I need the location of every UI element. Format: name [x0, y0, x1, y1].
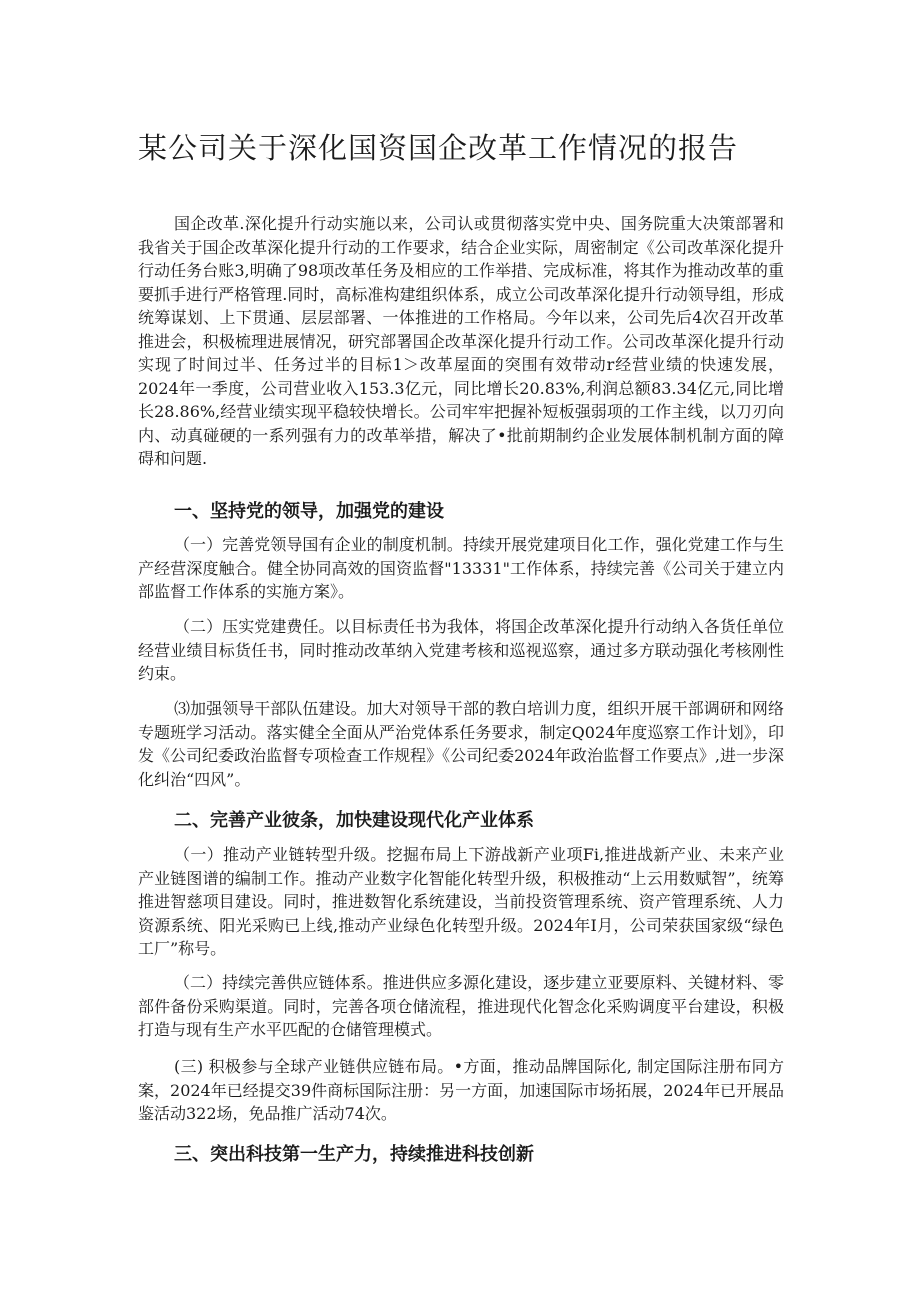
section-heading-1: 一、坚持党的领导，加强党的建设 — [174, 501, 444, 522]
section1-paragraph-2: （二）压实党建费任。以目标责任书为我体，将国企改革深化提升行动纳入各货任单位经营业绩目标货任书，同时推动改革纳入党建考核和巡视巡察，通过多方联动强化考核刚性约束。 — [138, 617, 784, 683]
section1-paragraph-3: ⑶加强领导干部队伍建设。加大对领导干部的教白培训力度，组织开展干部调研和网络专题班学习活动。落实健全全面从严治党体系任务要求，制定Q024年度巡察工作计划》，印发《公司纪委政治监督专项检查工作规程》《公司纪委2024年政治监督工作要点》,进一步深化纠治“四风”。 — [138, 699, 784, 789]
section2-paragraph-2: （二）持续完善供应链体系。推进供应多源化建设，逐步建立亚要原料、关键材料、零部件备份采购渠道。同时，完善各项仓储流程，推进现代化智念化采购调度平台建设，积极打造与现有生产水平匹配的仓储管理模式。 — [138, 973, 784, 1039]
section1-paragraph-1: （一）完善党领导国有企业的制度机制。持续开展党建项目化工作，强化党建工作与生产经营深度触合。健全协同高效的国资监督"13331"工作体系，持续完善《公司关于建立内部监督工作体系的实施方案》。 — [138, 535, 784, 601]
section-heading-3: 三、突出科技第一生产力，持续推进科技创新 — [174, 1144, 534, 1165]
section2-paragraph-1: （一）推动产业链转型升级。挖掘布局上下游战新产业项Fi,推进战新产业、未来产业产业链图谱的编制工作。推动产业数字化智能化转型升级，积极推动“上云用数赋智”，统筹推进智慈项目建设。同时，推进数智化系统建设，当前投资管理系统、资产管理系统、人力资源系统、阳光采购已上线,推动产业绿色化转型升级。2024年I月，公司荣获国家级“绿色工厂”称号。 — [138, 845, 784, 958]
intro-paragraph: 国企改革.深化提升行动实施以来，公司认或贯彻落实党中央、国务院重大决策部署和我省关于国企改革深化提升行动的工作要求，结合企业实际，周密制定《公司改革深化提升行动任务台账3,明确了98项改革任务及相应的工作举措、完成标准，将其作为推动改革的重要抓手进行严格管理.同时，高标准构建组织体系，成立公司改革深化提升行动领导组，形成统筹谋划、上下贯通、层层部署、一体推进的工作格局。今年以来，公司先后4次召开改革推进会，积极梳理进展情况，研究部署国企改革深化提升行动工作。公司改革深化提升行动实现了时间过半、任务过半的目标1＞改革屋面的突围有效带动r经营业绩的快速发展，2024年一季度，公司营业收入153.3亿元，同比增长20.83%,利润总额83.34亿元,同比增长28.86%,经营业绩实现平稳较快增长。公司牢牢把握补短板强弱项的工作主线，以刀刃向内、动真碰硬的一系列强有力的改革举措，解决了•批前期制约企业发展体制机制方面的障碍和问题. — [138, 214, 784, 468]
document-title: 某公司关于深化国资国企改革工作情况的报告 — [138, 131, 739, 165]
section2-paragraph-3: (三) 积极参与全球产业链供应链布局。•方面，推动品牌国际化, 制定国际注册布同方案，2024年已经提交39件商标国际注册：另一方面，加速国际市场拓展，2024年已开展品鉴活动322场，免品推广活动74次。 — [138, 1057, 784, 1123]
section-heading-2: 二、完善产业彼条，加快建设现代化产业体系 — [174, 810, 534, 831]
